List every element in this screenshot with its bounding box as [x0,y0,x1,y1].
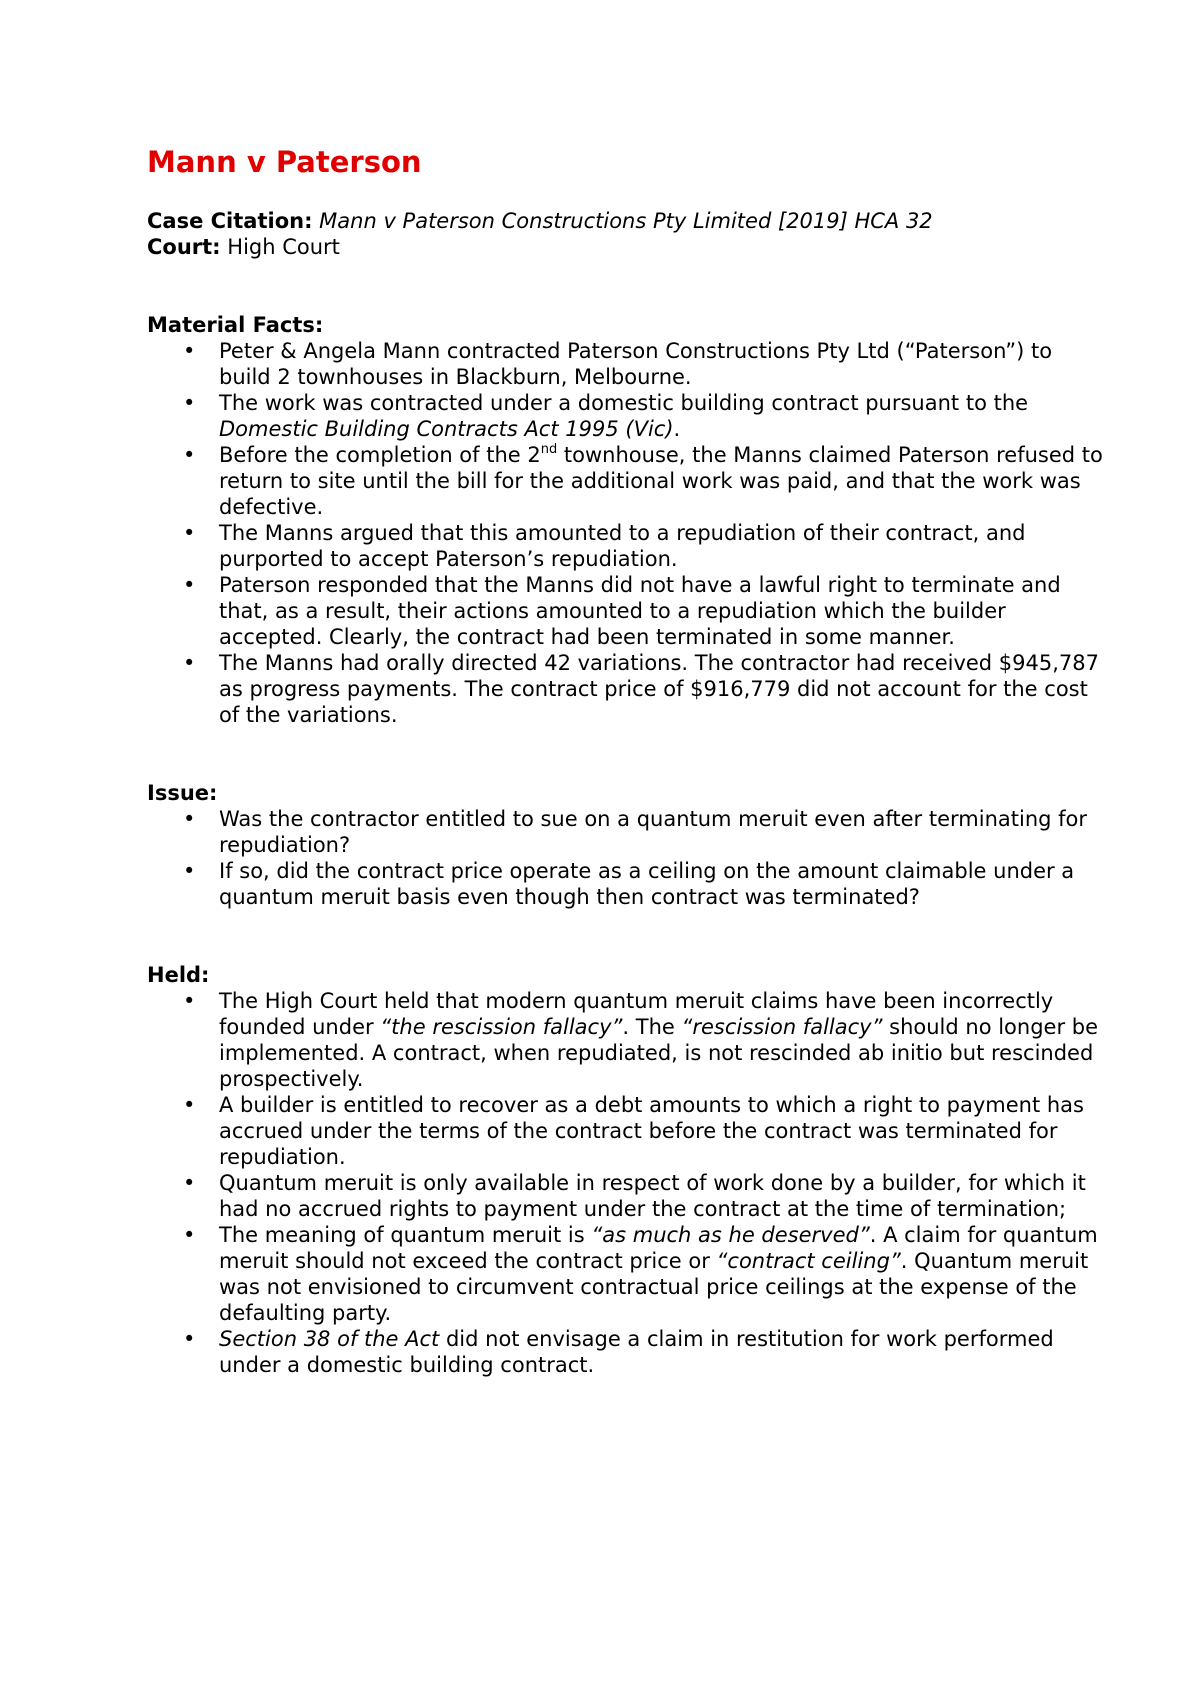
case-citation [147,208,1107,234]
document-page [147,140,1107,1378]
case-citation-label: Case Citation: [147,209,313,233]
list-item-text: . [673,417,681,441]
court-value: High Court [227,235,340,259]
list-item-text: townhouse, the Manns claimed Paterson refused to return to site until the bill for the additional work was paid, and that the work was defective. [219,443,1103,519]
list-item [147,806,1107,858]
court [147,234,1107,260]
court-label: Court: [147,235,221,259]
list-item-text: . The [622,1015,682,1039]
issue-list [147,806,1107,910]
list-item [147,338,1107,390]
list-item-text: Was the contractor entitled to sue on a quantum meruit even after terminating for repudiation? [219,807,1088,857]
list-item-text: The meaning of quantum meruit is [219,1223,592,1247]
list-item-text: Before the completion of the 2 [219,443,541,467]
list-item-text: did not envisage a claim in restitution for work performed under a domestic building contract. [219,1327,1054,1377]
list-item [147,572,1107,650]
issue-heading: Issue: [147,781,218,805]
material-facts-list [147,338,1107,728]
ordinal-suffix: nd [540,442,558,457]
quoted-term: “the rescission fallacy” [380,1015,623,1039]
list-item-text: The Manns had orally directed 42 variations. The contractor had received $945,787 as progress payments. The contract price of $916,779 did not account for the cost of the variations. [219,651,1100,727]
act-name: Domestic Building Contracts Act 1995 (Vic) [219,417,674,441]
section-reference: Section 38 of the Act [219,1327,440,1351]
list-item-text: A builder is entitled to recover as a debt amounts to which a right to payment has accrued under the terms of the contract before the contract was terminated for repudiation. [219,1093,1084,1169]
quoted-term: “as much as he deserved” [591,1223,870,1247]
list-item [147,650,1107,728]
list-item-text: The High Court held that modern quantum meruit claims have been incorrectly founded under [219,989,1054,1039]
list-item [147,1092,1107,1170]
held-list [147,988,1107,1378]
list-item [147,442,1107,520]
list-item [147,520,1107,572]
case-citation-value: Mann v Paterson Constructions Pty Limited [2019] HCA 32 [319,209,933,233]
list-item-text: Quantum meruit is only available in respect of work done by a builder, for which it had no accrued rights to payment under the contract at the time of termination; [219,1171,1086,1221]
material-facts-heading: Material Facts: [147,313,324,337]
quoted-term: “rescission fallacy” [681,1015,883,1039]
list-item-text: . Quantum meruit was not envisioned to circumvent contractual price ceilings at the expense of the defaulting party. [219,1249,1089,1325]
list-item-text: The work was contracted under a domestic building contract pursuant to the [219,391,1029,415]
list-item [147,1170,1107,1222]
list-item [147,1326,1107,1378]
list-item-text: Peter & Angela Mann contracted Paterson Constructions Pty Ltd (“Paterson”) to build 2 townhouses in Blackburn, Melbourne. [219,339,1053,389]
list-item-text: . A claim for quantum meruit should not exceed the contract price or [219,1223,1098,1273]
list-item [147,988,1107,1092]
list-item-text: If so, did the contract price operate as a ceiling on the amount claimable under a quantum meruit basis even though then contract was terminated? [219,859,1075,909]
document-title: Mann v Paterson [147,145,422,179]
list-item [147,390,1107,442]
held-heading: Held: [147,963,210,987]
list-item-text: Paterson responded that the Manns did not have a lawful right to terminate and that, as a result, their actions amounted to a repudiation which the builder accepted. Clearly, the contract had been terminated in some manner. [219,573,1061,649]
list-item [147,858,1107,910]
list-item-text: The Manns argued that this amounted to a repudiation of their contract, and purported to accept Paterson’s repudiation. [219,521,1026,571]
list-item-text: should no longer be implemented. A contract, when repudiated, is not rescinded ab initio but rescinded prospectively. [219,1015,1099,1091]
list-item [147,1222,1107,1326]
quoted-term: “contract ceiling” [716,1249,901,1273]
